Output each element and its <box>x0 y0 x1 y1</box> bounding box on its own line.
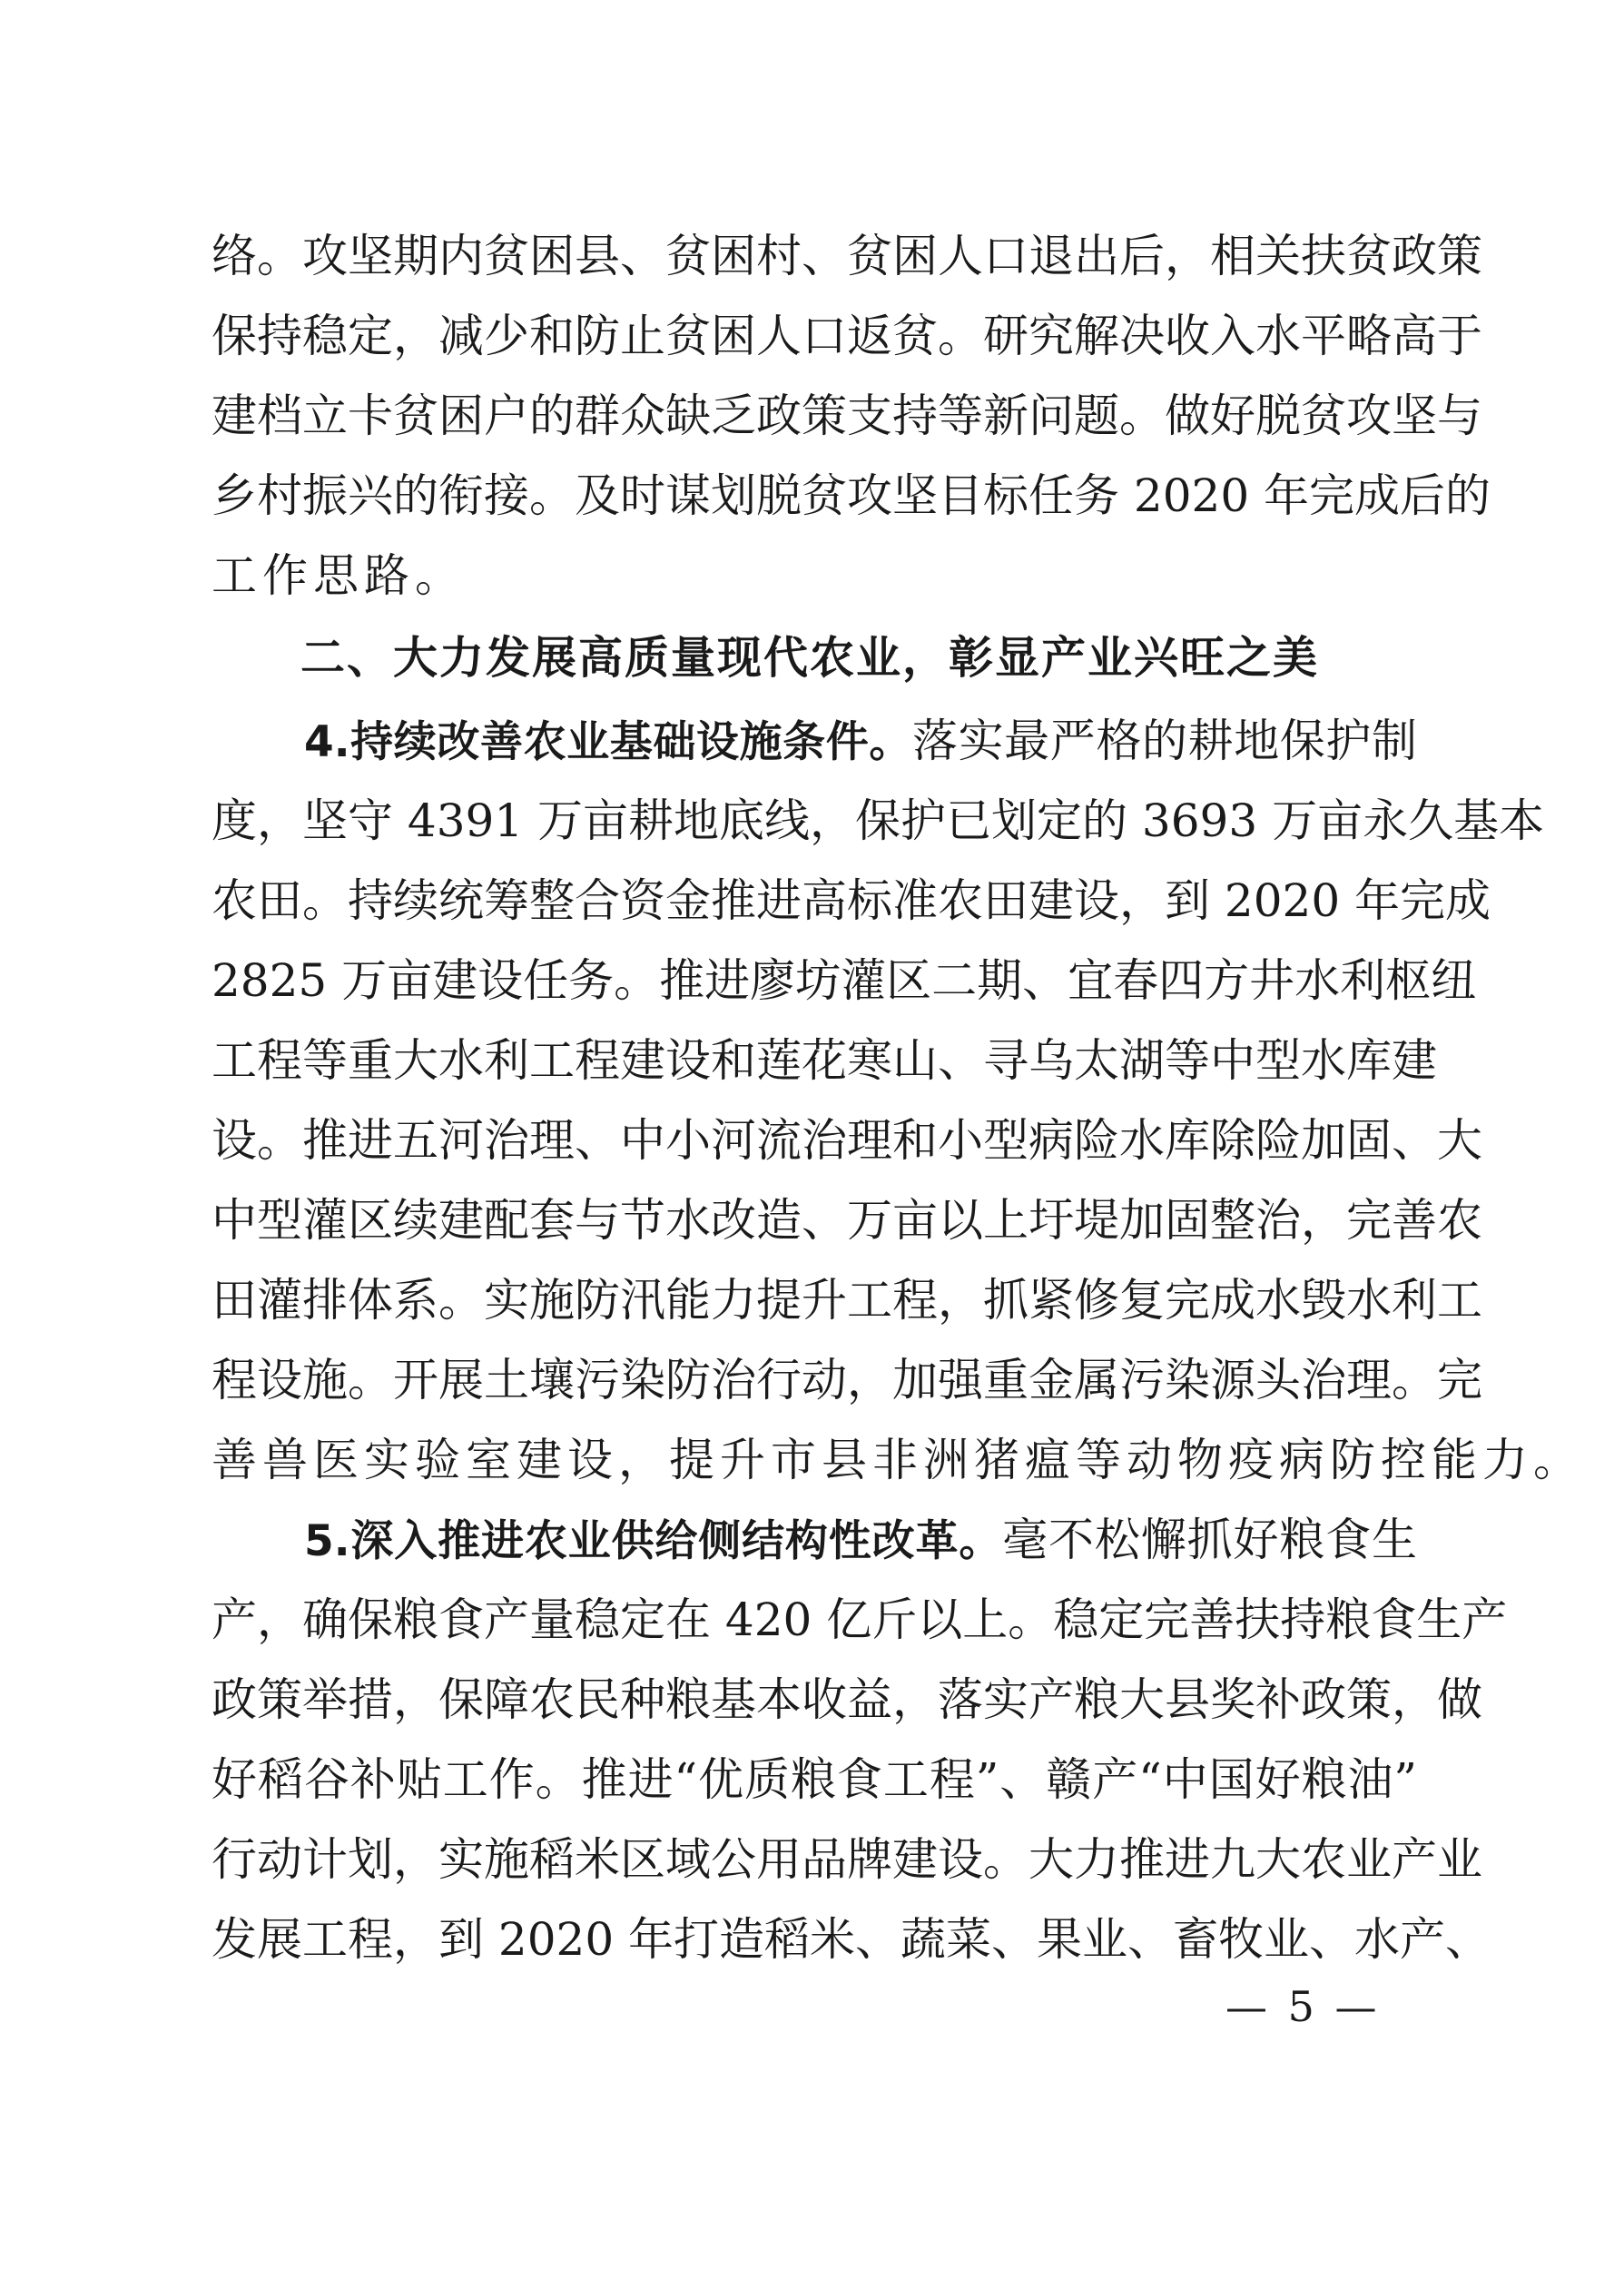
text-line: 农田。持续统筹整合资金推进高标准农田建设，到 2020 年完成 <box>212 874 1491 927</box>
text-line: 工作思路。 <box>212 549 466 602</box>
text-line: 中型灌区续建配套与节水改造、万亩以上圩堤加固整治，完善农 <box>212 1194 1482 1247</box>
text-line <box>212 701 1417 781</box>
paragraph-item-4 <box>212 701 1584 1500</box>
item-lead: 5.深入推进农业供给侧结构性改革。 <box>304 1516 1003 1566</box>
text-line: 产，确保粮食产量稳定在 420 亿斤以上。稳定完善扶持粮食生产 <box>212 1593 1508 1646</box>
text-line: 建档立卡贫困户的群众缺乏政策支持等新问题。做好脱贫攻坚与 <box>212 390 1482 442</box>
paragraph-continuation <box>212 216 1491 616</box>
text-line: 度，坚守 4391 万亩耕地底线，保护已划定的 3693 万亩永久基本 <box>212 794 1545 847</box>
section-heading: 二、大力发展高质量现代农业，彰显产业兴旺之美 <box>300 632 1320 684</box>
item-lead-rest: 落实最严格的耕地保护制 <box>911 715 1417 767</box>
text-line: 行动计划，实施稻米区域公用品牌建设。大力推进九大农业产业 <box>212 1833 1482 1886</box>
paragraph-item-5 <box>212 1500 1508 1979</box>
text-line: 好稻谷补贴工作。推进“优质粮食工程”、赣产“中国好粮油” <box>212 1753 1417 1806</box>
text-line: 发展工程，到 2020 年打造稻米、蔬菜、果业、畜牧业、水产、 <box>212 1913 1491 1966</box>
text-line: 乡村振兴的衔接。及时谋划脱贫攻坚目标任务 2020 年完成后的 <box>212 469 1491 522</box>
text-line <box>212 1500 1417 1580</box>
text-line: 田灌排体系。实施防汛能力提升工程，抓紧修复完成水毁水利工 <box>212 1274 1482 1327</box>
text-line: 2825 万亩建设任务。推进廖坊灌区二期、宜春四方井水利枢纽 <box>212 954 1477 1007</box>
document-body <box>212 216 1584 1979</box>
text-line: 设。推进五河治理、中小河流治理和小型病险水库除险加固、大 <box>212 1114 1482 1167</box>
text-line: 保持稳定，减少和防止贫困人口返贫。研究解决收入水平略高于 <box>212 310 1482 362</box>
item-lead-rest: 毫不松懈抓好粮食生 <box>1002 1514 1417 1566</box>
text-line: 程设施。开展土壤污染防治行动，加强重金属污染源头治理。完 <box>212 1354 1482 1406</box>
text-line: 政策举措，保障农民种粮基本收益，落实产粮大县奖补政策，做 <box>212 1673 1482 1726</box>
item-lead: 4.持续改善农业基础设施条件。 <box>304 717 912 767</box>
text-line: 工程等重大水利工程建设和莲花寒山、寻乌太湖等中型水库建 <box>212 1034 1437 1087</box>
text-line: 络。攻坚期内贫困县、贫困村、贫困人口退出后，相关扶贫政策 <box>212 230 1482 282</box>
page-number: — 5 — <box>1225 1982 1381 2031</box>
text-line: 善兽医实验室建设，提升市县非洲猪瘟等动物疫病防控能力。 <box>212 1434 1584 1486</box>
